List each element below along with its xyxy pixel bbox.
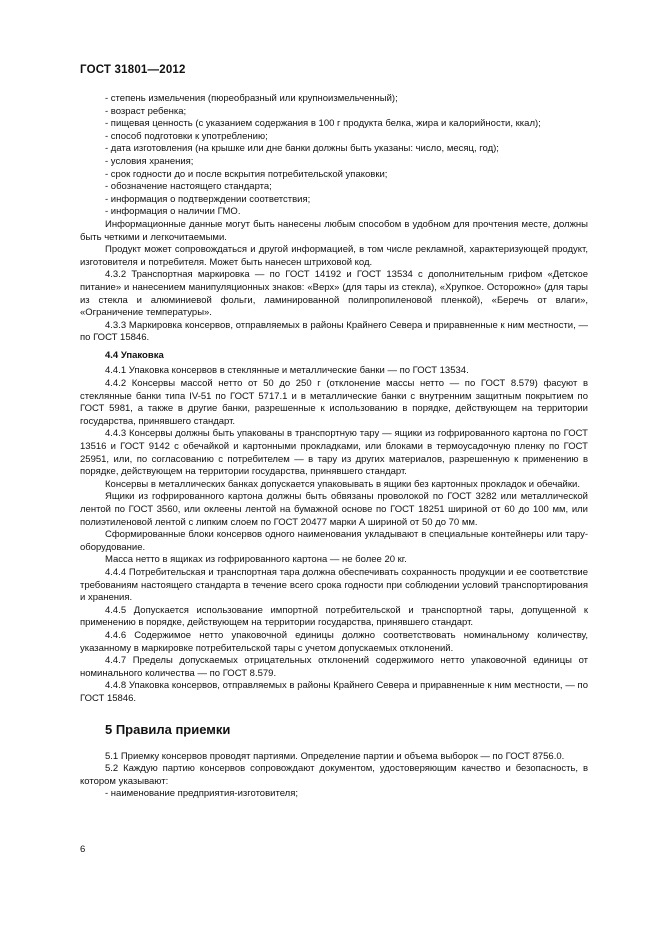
list-item: - обозначение настоящего стандарта; — [105, 181, 272, 193]
labeling-info-list — [80, 93, 588, 219]
list-item: - информация о наличии ГМО. — [105, 206, 241, 218]
list-item: - наименование предприятия-изготовителя; — [105, 788, 298, 800]
clause-4-3-2: 4.3.2 Транспортная маркировка — по ГОСТ 14192 и ГОСТ 13534 с дополнительным грифом «Детское питание» и нанесением манипуляционных знаков: «Верх» (для тары из стекла), «Хрупкое. Осторожно» (для тары из стекла и алюминиевой фольги, ламинированной полипропиленовой пленкой), «Беречь от влаги», «Ограничение температуры». — [80, 269, 588, 319]
document-code-header: ГОСТ 31801—2012 — [80, 64, 186, 76]
clause-5-1: 5.1 Приемку консервов проводят партиями. Определение партии и объема выборок — по ГОСТ 8756.0. — [105, 750, 565, 762]
clause-4-4-1: 4.4.1 Упаковка консервов в стеклянные и металлические банки — по ГОСТ 13534. — [105, 365, 469, 377]
list-item: - пищевая ценность (с указанием содержания в 100 г продукта белка, жира и калорийности, ккал); — [105, 118, 541, 130]
document-body — [80, 93, 588, 801]
paragraph: Ящики из гофрированного картона должны быть обвязаны проволокой по ГОСТ 3282 или металлической лентой по ГОСТ 3560, или оклеены лентой на бумажной основе по ГОСТ 18251 шириной от 60 до 100 мм, или полиэтиленовой лентой с липким слоем по ГОСТ 20477 марки А шириной от 50 до 70 мм. — [80, 491, 588, 528]
paragraph: Консервы в металлических банках допускается упаковывать в ящики без картонных прокладок и обечайки. — [105, 478, 580, 490]
clause-4-4-2: 4.4.2 Консервы массой нетто от 50 до 250 г (отклонение массы нетто — по ГОСТ 8.579) фасуют в стеклянные банки типа IV-51 по ГОСТ 5717.1 и в металлические банки с внутренним защитным покрытием по ГОСТ 5981, а также в другие банки, разрешенные к использованию в порядке, действующем на территории государства, принявшего стандарт. — [80, 378, 588, 427]
clause-4-4-3: 4.4.3 Консервы должны быть упакованы в транспортную тару — ящики из гофрированного картона по ГОСТ 13516 и ГОСТ 9142 с обечайкой и картонными прокладками, или блоками в термоусадочную пленку по ГОСТ 25951, или, по согласованию с потребителем — в тару из других материалов, разрешенную к применению в порядке, действующем на территории государства, принявшего стандарт. — [80, 428, 588, 478]
list-item: - способ подготовки к употреблению; — [105, 130, 268, 142]
section-heading-acceptance: 5 Правила приемки — [105, 721, 231, 737]
paragraph: Масса нетто в ящиках из гофрированного картона — не более 20 кг. — [105, 554, 407, 566]
list-item: - срок годности до и после вскрытия потребительской упаковки; — [105, 168, 388, 180]
clause-4-4-7: 4.4.7 Пределы допускаемых отрицательных отклонений содержимого нетто упаковочной единицы от номинального количества — по ГОСТ 8.579. — [80, 655, 588, 679]
paragraph: Сформированные блоки консервов одного наименования укладывают в специальные контейнеры или тару-оборудование. — [80, 529, 588, 553]
clause-4-4-6: 4.4.6 Содержимое нетто упаковочной единицы должно соответствовать номинальному количеству, указанному в маркировке потребительской тары с учетом допускаемых отклонений. — [80, 629, 588, 654]
clause-4-4-8: 4.4.8 Упаковка консервов, отправляемых в районы Крайнего Севера и приравненные к ним местности, — по ГОСТ 15846. — [80, 680, 588, 704]
accompanying-document-list — [80, 788, 588, 801]
page-number: 6 — [80, 844, 86, 855]
clause-5-2: 5.2 Каждую партию консервов сопровождают документом, удостоверяющим качество и безопасность, в котором указывают: — [80, 763, 588, 787]
clause-4-4-5: 4.4.5 Допускается использование импортной потребительской и транспортной тары, допущенной к применению в порядке, действующем на территории государства, принявшего стандарт. — [80, 604, 588, 629]
list-item: - информация о подтверждении соответствия; — [105, 193, 311, 205]
list-item: - возраст ребенка; — [105, 105, 187, 117]
clause-4-4-4: 4.4.4 Потребительская и транспортная тара должна обеспечивать сохранность продукции и ее соответствие требованиям настоящего стандарта в течение всего срока годности при соблюдении условий транспортирования и хранения. — [80, 566, 588, 604]
clause-4-3-3: 4.3.3 Маркировка консервов, отправляемых в районы Крайнего Севера и приравненные к ним местности, — по ГОСТ 15846. — [80, 319, 588, 344]
list-item: - степень измельчения (пюреобразный или крупноизмельченный); — [105, 93, 398, 104]
subsection-heading-packaging: 4.4 Упаковка — [105, 349, 164, 361]
list-item: - дата изготовления (на крышке или дне банки должны быть указаны: число, месяц, год); — [105, 143, 499, 155]
paragraph: Продукт может сопровождаться и другой информацией, в том числе рекламной, характеризующей продукт, изготовителя и потребителя. Может быть нанесен штриховой код. — [80, 244, 588, 268]
list-item: - условия хранения; — [105, 155, 194, 167]
paragraph: Информационные данные могут быть нанесены любым способом в удобном для прочтения месте, должны быть четкими и легкочитаемыми. — [80, 218, 588, 243]
